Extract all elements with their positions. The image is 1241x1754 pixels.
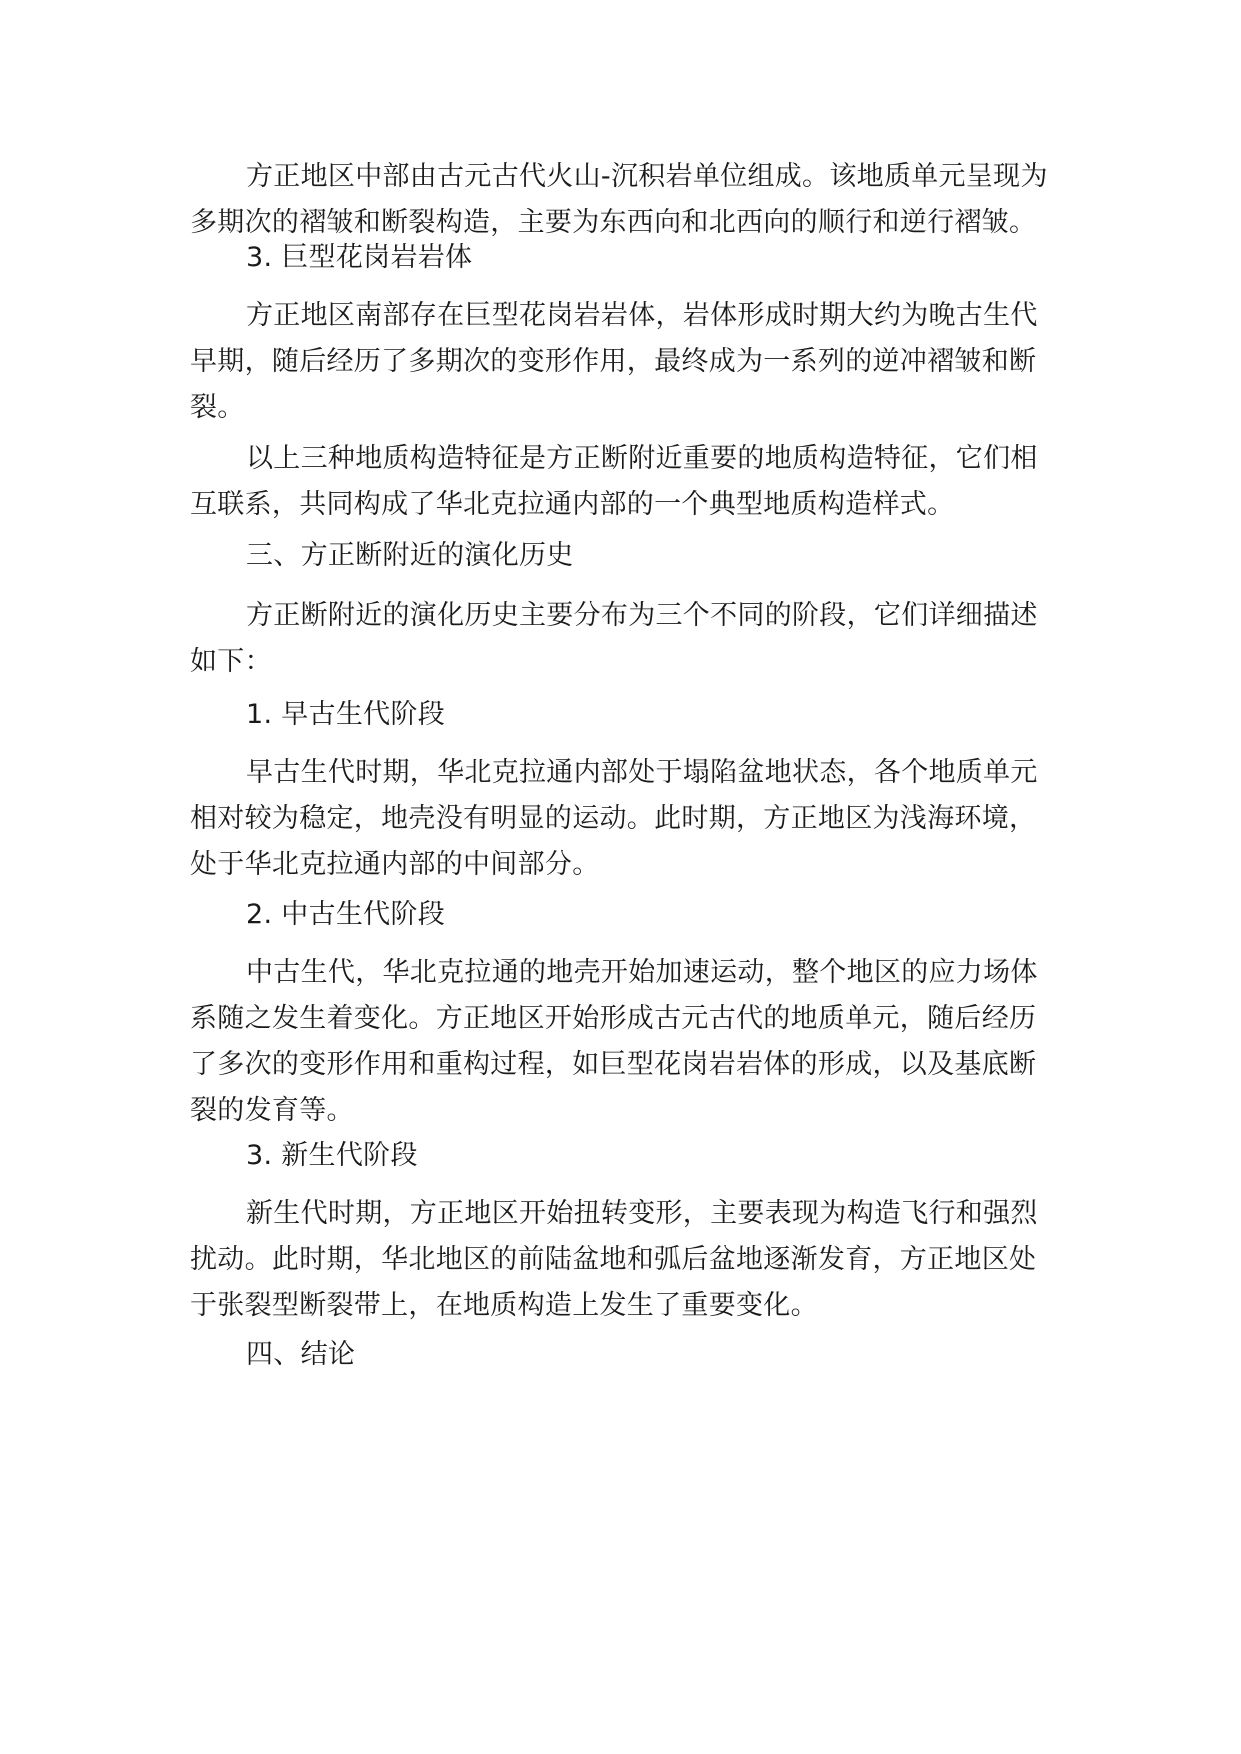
paragraph-summary-features: 以上三种地质构造特征是方正断附近重要的地质构造特征，它们相互联系，共同构成了华北克拉通内部的一个典型地质构造样式。	[190, 443, 1038, 520]
paragraph-southern-granite: 方正地区南部存在巨型花岗岩岩体，岩体形成时期大约为晚古生代早期，随后经历了多期次的变形作用，最终成为一系列的逆冲褶皱和断裂。	[190, 300, 1038, 423]
heading-cenozoic: 3. 新生代阶段	[246, 1140, 418, 1171]
heading-early-paleozoic: 1. 早古生代阶段	[246, 699, 446, 730]
heading-middle-paleozoic: 2. 中古生代阶段	[246, 899, 446, 930]
paragraph-middle-paleozoic: 中古生代，华北克拉通的地壳开始加速运动，整个地区的应力场体系随之发生着变化。方正地区开始形成古元古代的地质单元，随后经历了多次的变形作用和重构过程，如巨型花岗岩岩体的形成，以及基底断裂的发育等。	[190, 957, 1038, 1126]
paragraph-middle-region: 方正地区中部由古元古代火山-沉积岩单位组成。该地质单元呈现为多期次的褶皱和断裂构造，主要为东西向和北西向的顺行和逆行褶皱。	[190, 161, 1048, 238]
heading-conclusion: 四、结论	[246, 1339, 356, 1370]
heading-granite-body: 3. 巨型花岗岩岩体	[246, 242, 473, 273]
heading-evolution-history: 三、方正断附近的演化历史	[246, 540, 574, 571]
paragraph-cenozoic: 新生代时期，方正地区开始扭转变形，主要表现为构造飞行和强烈扰动。此时期，华北地区的前陆盆地和弧后盆地逐渐发育，方正地区处于张裂型断裂带上，在地质构造上发生了重要变化。	[190, 1198, 1038, 1321]
paragraph-evolution-intro: 方正断附近的演化历史主要分布为三个不同的阶段，它们详细描述如下：	[190, 600, 1038, 677]
paragraph-early-paleozoic: 早古生代时期，华北克拉通内部处于塌陷盆地状态，各个地质单元相对较为稳定，地壳没有明显的运动。此时期，方正地区为浅海环境，处于华北克拉通内部的中间部分。	[190, 757, 1038, 880]
